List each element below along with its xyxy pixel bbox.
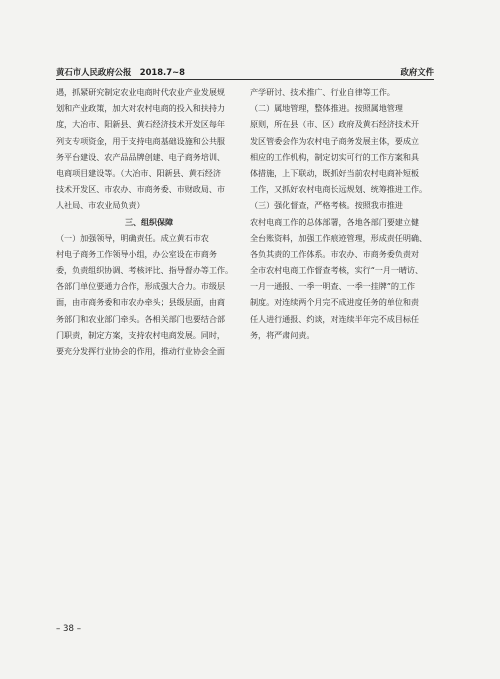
- text-line: 人社局、市农业局负责）: [56, 200, 145, 211]
- text-line: 产学研讨、技术推广、行业自律等工作。: [250, 87, 395, 97]
- text-line: 委，负责组织协调、考核评比、指导督办等工作。: [56, 265, 233, 276]
- right-column: [250, 84, 434, 343]
- text-line: 务部门和农业部门牵头。各相关部门也要结合部: [56, 313, 225, 324]
- text-line: 体措施，上下联动，既抓好当前农村电商补短板: [250, 167, 419, 178]
- header-publication: 黄石市人民政府公报 2018.7~8: [56, 67, 185, 77]
- text-line: （一）加强领导，明确责任。成立黄石市农: [56, 232, 209, 243]
- text-line: 遇，抓紧研究制定农业电商时代农业产业发展规: [56, 87, 225, 97]
- text-line: 村电子商务工作领导小组，办公室设在市商务: [56, 248, 217, 259]
- text-line: （三）强化督查，严格考核。按照我市推进: [250, 200, 403, 211]
- text-line: 农村电商工作的总体部署，各地各部门要建立健: [250, 216, 419, 227]
- text-line: 制度。对连续两个月完不成进度任务的单位和责: [250, 297, 419, 308]
- section-heading: 三、组织保障: [124, 216, 174, 227]
- text-line: 相应的工作机构，制定切实可行的工作方案和具: [250, 151, 419, 162]
- text-line: 列支专项资金，用于支持电商基础设施和公共服: [56, 135, 225, 146]
- header-divider: [56, 79, 434, 80]
- text-line: 原则，所在县（市、区）政府及黄石经济技术开: [250, 119, 419, 130]
- text-line: 各部门单位要通力合作，形成强大合力。市级层: [56, 281, 225, 292]
- text-line: （二）属地管理，整体推进。按照属地管理: [250, 103, 403, 114]
- text-line: 技术开发区、市农办、市商务委、市财政局、市: [56, 184, 225, 195]
- text-line: 全市农村电商工作督查考核，实行“一月一晴访、: [250, 265, 424, 276]
- text-line: 门职责，制定方案，支持农村电商发展。同时，: [56, 329, 225, 340]
- text-line: 电商项目建设等。（大冶市、阳新县、黄石经济: [56, 167, 221, 178]
- left-column: [56, 84, 242, 359]
- text-line: 工作，又抓好农村电商长远规划、统筹推进工作。: [250, 184, 427, 195]
- text-line: 全台账资料，加强工作痕迹管理，形成责任明确、: [250, 232, 427, 243]
- text-line: 任人进行通报、约谈，对连续半年完不成目标任: [250, 313, 419, 324]
- text-line: 划和产业政策，加大对农村电商的投入和扶持力: [56, 103, 225, 114]
- text-line: 一月一通报、一季一明查、一季一挂牌”的工作: [250, 281, 415, 292]
- text-line: 要充分发挥行业协会的作用，推动行业协会全面: [56, 346, 225, 356]
- text-line: 各负其责的工作体系。市农办、市商务委负责对: [250, 248, 419, 259]
- header-section: 政府文件: [400, 67, 434, 77]
- page-number: – 38 –: [56, 624, 81, 634]
- text-line: 发区管委会作为农村电子商务发展主体，要成立: [250, 135, 419, 146]
- text-line: 务平台建设、农产品品牌创建、电子商务培训、: [56, 151, 225, 162]
- text-line: 务，将严肃问责。: [250, 329, 315, 340]
- text-line: 面，由市商务委和市农办牵头；县级层面，由商: [56, 297, 225, 308]
- text-line: 度，大冶市、阳新县、黄石经济技术开发区每年: [56, 119, 225, 130]
